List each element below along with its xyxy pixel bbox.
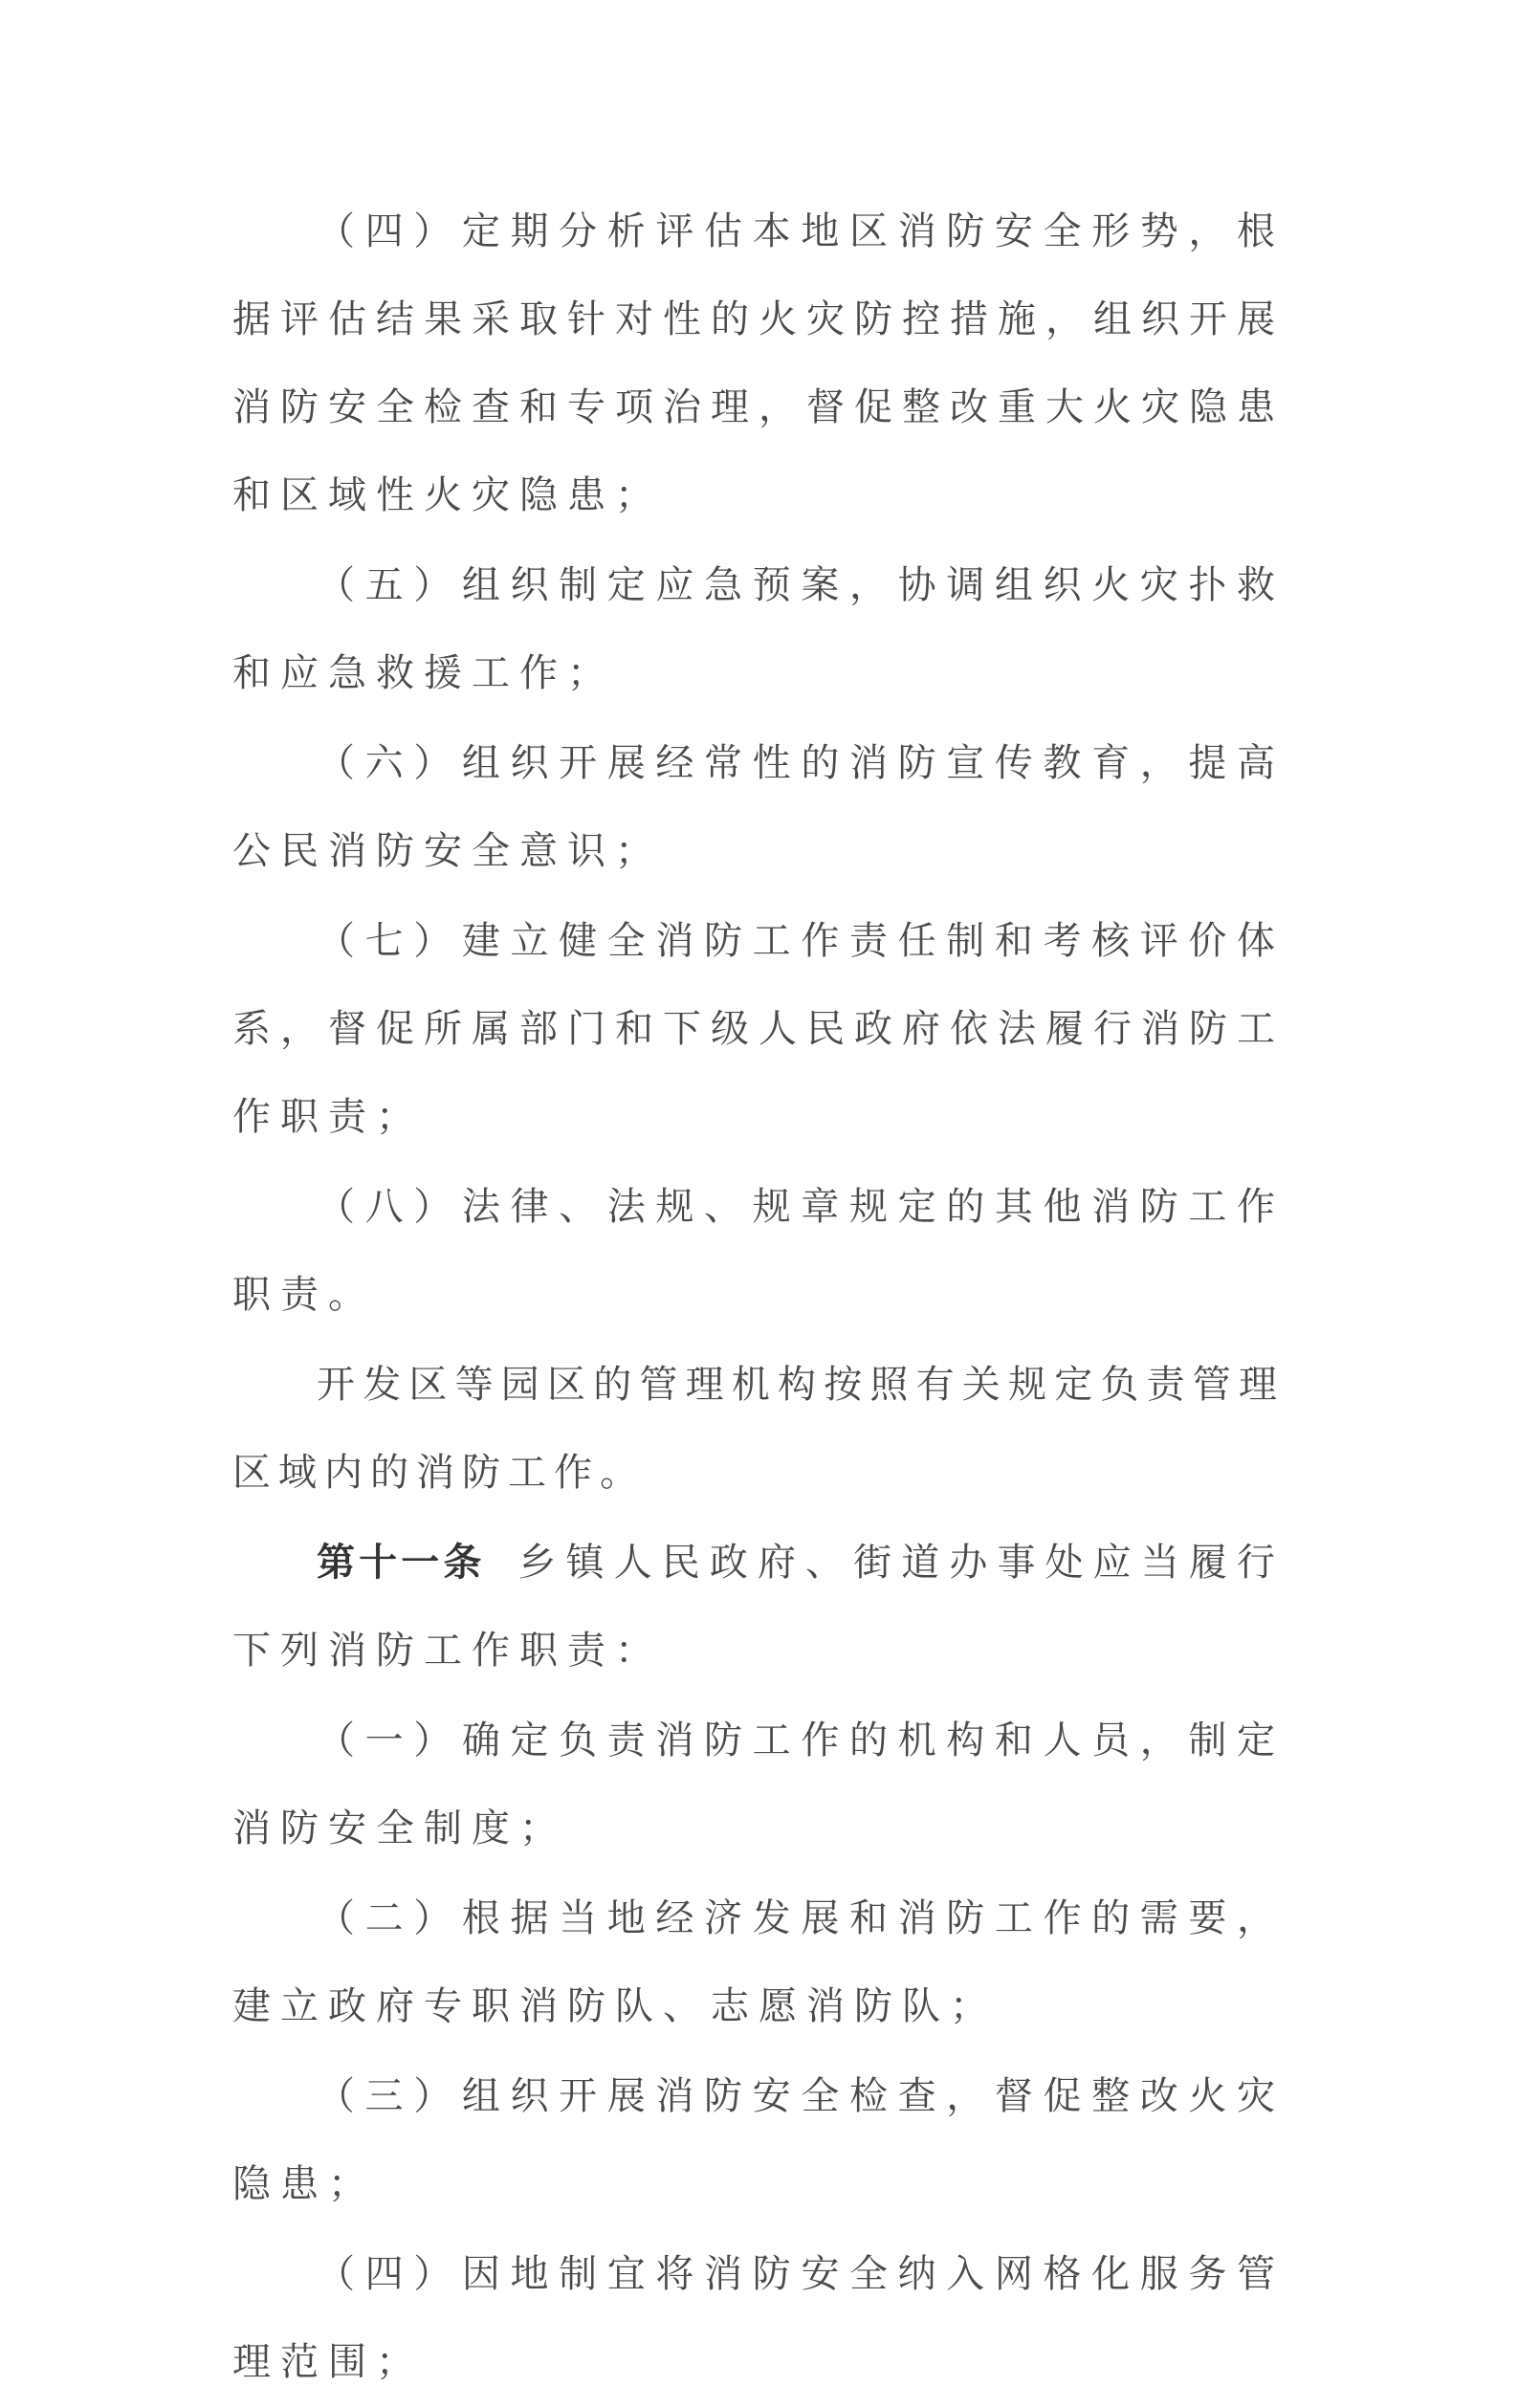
paragraph-item-5-duties	[232, 541, 1285, 717]
paragraph-item-6-duties	[232, 719, 1285, 895]
paragraph-township-item-3	[232, 2052, 1285, 2228]
paragraph-text: （七）建立健全消防工作责任制和考核评价体系，督促所属部门和下级人民政府依法履行消防工作职责；	[232, 919, 1285, 1139]
paragraph-article-11	[232, 1519, 1285, 1695]
paragraph-text: 开发区等园区的管理机构按照有关规定负责管理区域内的消防工作。	[232, 1363, 1285, 1495]
paragraph-township-item-4	[232, 2230, 1285, 2406]
paragraph-text: （五）组织制定应急预案，协调组织火灾扑救和应急救援工作；	[232, 563, 1285, 695]
paragraph-text: （一）确定负责消防工作的机构和人员，制定消防安全制度；	[232, 1718, 1285, 1850]
paragraph-development-zones	[232, 1341, 1285, 1517]
paragraph-text: 乡镇人民政府、街道办事处应当履行下列消防工作职责：	[232, 1541, 1286, 1673]
article-heading: 第十一条	[317, 1541, 486, 1585]
document-body	[232, 187, 1285, 2408]
paragraph-text: （二）根据当地经济发展和消防工作的需要，建立政府专职消防队、志愿消防队；	[232, 1896, 1285, 2028]
paragraph-township-item-1	[232, 1697, 1285, 1872]
paragraph-text: （六）组织开展经常性的消防宣传教育，提高公民消防安全意识；	[232, 741, 1285, 873]
paragraph-text: （四）定期分析评估本地区消防安全形势，根据评估结果采取针对性的火灾防控措施，组织开展消防安全检查和专项治理，督促整改重大火灾隐患和区域性火灾隐患；	[232, 209, 1285, 517]
paragraph-item-7-duties	[232, 897, 1285, 1161]
paragraph-item-4-duties	[232, 187, 1285, 539]
paragraph-text: （三）组织开展消防安全检查，督促整改火灾隐患；	[232, 2074, 1285, 2206]
paragraph-township-item-2	[232, 1874, 1285, 2050]
paragraph-text: （八）法律、法规、规章规定的其他消防工作职责。	[232, 1185, 1285, 1317]
paragraph-item-8-duties	[232, 1163, 1285, 1339]
paragraph-text: （四）因地制宜将消防安全纳入网格化服务管理范围；	[232, 2252, 1285, 2384]
